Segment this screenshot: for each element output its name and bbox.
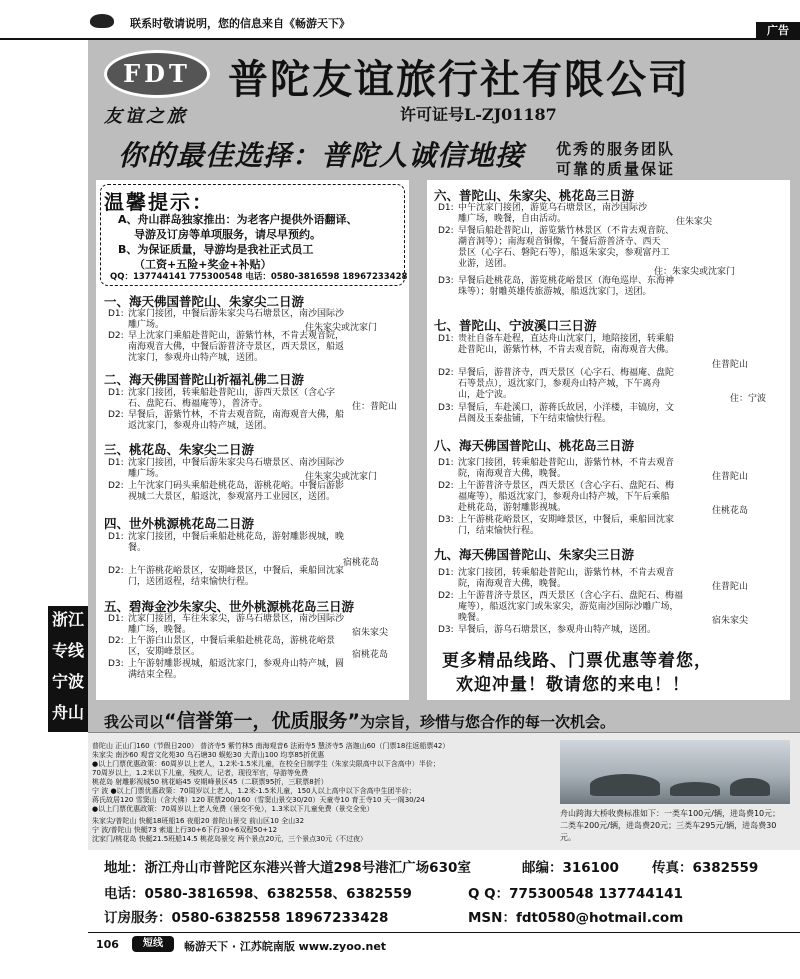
route-hotel: 住：普陀山 [352,402,398,412]
route-title: 四、世外桃源桃花岛二日游 [104,516,255,531]
side-text: 宁波 [51,672,84,691]
booking-phone: 订房服务：0580-6382558 18967233428 [104,910,389,926]
fdt-logo: FDT [104,50,210,98]
route-hotel: 住桃花岛 [712,506,749,516]
route-day: D3: 早餐后，游乌石塘景区，参观舟山特产城，送团。 [438,625,657,635]
route-day: D2: 早餐后，游紫竹林，不肯去观音院，南海观音大佛，船 返沈家门，参观舟山特产城，送团。 [108,410,345,431]
side-text: 浙江 [51,610,84,629]
price-line: 宁 波/普陀山 快艇73 索道上行30+6下行30+6双程50+12 [92,826,278,834]
msn-address: MSN：fdt0580@hotmail.com [468,910,684,926]
route-title: 五、碧海金沙朱家尖、世外桃源桃花岛三日游 [104,599,355,614]
footer-divider [88,932,800,933]
route-day: D1: 贵社自备车赴程，直达舟山沈家门，地陪接团，转乘船 赴普陀山，游紫竹林，不肯去观音院，南海观音大佛。 [438,334,675,355]
price-line: 70周岁以上，1.2米以下儿童，残疾人，记者，现役军官，导游等免费 [92,769,309,777]
route-day: D1: 沈家门接团，转乘船赴普陀山，游紫竹林，不肯去观音 院，南海观音大佛，晚餐。 [438,458,675,479]
price-line: 朱家尖/普陀山 快艇18班船16 夜船20 普陀山景交 前山区10 全山32 [92,817,305,825]
route-hotel: 住朱家尖或沈家门 [305,472,378,482]
price-line: 沈家门/桃花岛 快艇21.5班船14.5 桃花岛景交 两个景点20元，三个景点30元（不过夜） [92,835,368,843]
price-line: ●以上门票优惠政策：70周岁以上老人免费（景交不免），1.3米以下儿童免费（景交全免） [92,805,374,813]
magazine-logo-icon [90,14,114,28]
page-number: 106 [96,938,119,951]
route-title: 六、普陀山、朱家尖、桃花岛三日游 [434,188,635,203]
tip-a-line2: 导游及订房等单项服务，请尽早预约。 [134,228,321,241]
tips-title: 温馨提示： [104,190,214,214]
company-name: 普陀友谊旅行社有限公司 [228,57,690,103]
route-day: D2: 早餐后船赴普陀山，游览紫竹林景区（不肯去观音院、 潮音洞等）；南海观音铜像，午餐后游普济寺、西天 景区（心字石、磐陀石等），船返朱家尖，参观富丹工 业游，送团。 [438,226,675,269]
route-hotel: 宿朱家尖 [352,628,389,638]
route-day: D3: 早餐后，车赴溪口，游蒋氏故居，小洋楼，丰镐房，文 昌阁及玉泰盐铺，下午结束愉快行程。 [438,403,675,424]
route-hotel: 宿桃花岛 [343,558,380,568]
route-day: D2: 早餐后，游普济寺，西天景区（心字石、梅福庵、盘陀 石等景点），返沈家门，参观舟山特产城，下午离舟 山，赴宁波。 [438,368,675,400]
route-day: D1: 沈家门接团，中餐后游朱家尖乌石塘景区，南沙国际沙 雕广场。 [108,309,345,330]
price-line: 桃花岛 射雕影视城50 桃花峪45 安期峰景区45（二联票95折，三联票8折） [92,778,328,786]
bridge-toll-info: 舟山跨海大桥收费标准如下：一类车100元/辆，进岛费10元； 二类车200元/辆，进岛费20元；三类车295元/辆，进岛费30元。 [560,809,781,842]
top-bar [0,0,800,40]
footer-text: 畅游天下 · 江苏皖南版 www.zyoo.net [184,940,387,953]
route-day: D2: 上午游桃花峪景区，安期峰景区，中餐后，乘船回沈家 门，送团返程，结束愉快行程。 [108,566,345,587]
route-day: D1: 沈家门接团，中餐后游朱家尖乌石塘景区、南沙国际沙 雕广场。 [108,458,345,479]
headline: 你的最佳选择：普陀人诚信地接 [118,139,525,172]
route-day: D1: 中午沈家门接团，游览乌石塘景区，南沙国际沙 雕广场，晚餐，自由活动。 [438,203,648,224]
route-title: 九、海天佛国普陀山、朱家尖三日游 [434,547,635,562]
phone: 电话：0580-3816598、6382558、6382559 [104,886,412,902]
route-title: 二、海天佛国普陀山祈福礼佛二日游 [104,372,305,387]
route-day: D2: 上午游普济寺景区，西天景区（含心字石、盘陀石、梅福 庵等），船返沈家门或朱家尖，游览南沙国际沙雕广场， 晚餐。 [438,591,684,623]
more-routes-line1: 更多精品线路、门票优惠等着您， [442,651,712,671]
tip-a-line1: A、舟山群岛独家推出：为老客户提供外语翻译、 [118,213,358,226]
price-line: 朱家尖 南沙60 观音文化苑30 乌石塘30 蜈蚣30 大青山100 均享85折优惠 [92,751,325,759]
route-hotel: 住普陀山 [712,582,749,592]
route-hotel: 宿桃花岛 [352,650,389,660]
route-day: D2: 上午游普济寺景区，西天景区（含心字石、盘陀石、梅 福庵等），船返沈家门，参观舟山特产城，下午后乘船 赴桃花岛，游射雕影视城。 [438,481,675,513]
tip-contact: QQ：137744141 775300548 电话：0580-3816598 18967233428 [110,272,408,282]
address: 地址：浙江舟山市普陀区东港兴普大道298号港汇广场630室 [104,860,471,876]
tip-b-line2: （工资+五险+奖金+补贴） [134,258,272,271]
route-title: 一、海天佛国普陀山、朱家尖二日游 [104,294,305,309]
route-title: 三、桃花岛、朱家尖二日游 [104,442,255,457]
company-motto: 我公司以“信誉第一，优质服务”为宗旨，珍惜与您合作的每一次机会。 [104,710,616,732]
route-hotel: 宿朱家尖 [712,616,749,626]
side-text: 舟山 [51,703,84,722]
more-routes-line2: 欢迎冲量！敬请您的来电！！ [456,675,690,695]
source-notice: 联系时敬请说明，您的信息来自《畅游天下》 [130,17,350,30]
route-day: D1: 沈家门接团，转乘船赴普陀山，游西天景区（含心字 石、盘陀石、梅福庵等），普济寺。 [108,388,336,409]
license-number: 许可证号L-ZJ01187 [400,105,557,124]
island-photo [560,740,790,804]
price-line: 宁 波 ●以上门票优惠政策：70周岁以上老人，1.2米-1.5米儿童，150人以上高中以下含高中生团半价； [92,787,416,795]
route-title: 七、普陀山、宁波溪口三日游 [434,318,597,333]
team-slogan-2: 可靠的质量保证 [556,160,676,178]
team-slogan-1: 优秀的服务团队 [556,140,676,158]
ad-label: 广告 [756,22,800,40]
route-day: D2: 早上沈家门乘船赴普陀山，游紫竹林，不肯去观音院， 南海观音大佛，中餐后游普济寺景区，西天景区，船返 沈家门，参观舟山特产城，送团。 [108,331,345,363]
route-day: D2: 上午游白山景区，中餐后乘船赴桃花岛，游桃花峪景 区，安期峰景区。 [108,636,336,657]
route-day: D3: 上午游射雕影视城，船返沈家门，参观舟山特产城，圆 满结束全程。 [108,659,345,680]
price-line: ●以上门票优惠政策：60周岁以上老人，1.2米-1.5米儿童，在校全日制学生（朱家尖限高中以下含高中）半价； [92,760,440,768]
side-text: 专线 [51,641,84,660]
route-title: 八、海天佛国普陀山、桃花岛三日游 [434,438,635,453]
route-hotel: 住朱家尖 [676,217,713,227]
route-day: D1: 沈家门接团，转乘船赴普陀山，游紫竹林，不肯去观音 院，南海观音大佛，晚餐。 [438,568,675,589]
section-tag: 短线 [132,936,174,952]
route-day: D3: 上午游桃花峪景区，安期峰景区，中餐后，乘船回沈家 门，结束愉快行程。 [438,515,675,536]
route-hotel: 住普陀山 [712,472,749,482]
fax: 传真：6382559 [652,860,759,876]
route-day: D3: 早餐后赴桃花岛，游览桃花峪景区（海龟巡岸、东海神 珠等）；射雕英雄传旅游城，船返沈家门，送团。 [438,276,675,297]
price-line: 普陀山 正山门160（节假日200） 普济寺5 紫竹林5 南海观音6 法雨寺5 慧济寺5 洛迦山60（门票18往返船票42） [92,742,450,750]
side-banner [48,606,88,732]
tip-b-line1: B、为保证质量，导游均是我社正式员工 [118,243,314,256]
qq-number: Q Q：775300548 137744141 [468,886,683,902]
route-day: D1: 沈家门接团，中餐后乘船赴桃花岛，游射雕影视城，晚 餐。 [108,532,345,553]
route-hotel: 住朱家尖或沈家门 [305,323,378,333]
friendship-slogan: 友谊之旅 [104,106,188,127]
price-line: 蒋氏故居120 雪窦山（含大佛）120 联票200/160（雪窦山景交30/20）天童寺10 育王寺10 天一阁30/24 [92,796,425,804]
route-day: D1: 沈家门接团，车往朱家尖，游乌石塘景区，南沙国际沙 雕广场，晚餐。 [108,614,345,635]
route-day: D2: 上午沈家门码头乘船赴桃花岛，游桃花峪。中餐后游影 视城二大景区，船返沈，参观富丹工业园区，送团。 [108,481,345,502]
route-hotel: 住：朱家尖或沈家门 [654,267,736,277]
route-hotel: 住普陀山 [712,360,749,370]
route-hotel: 住：宁波 [730,394,767,404]
zip-code: 邮编：316100 [522,860,619,876]
